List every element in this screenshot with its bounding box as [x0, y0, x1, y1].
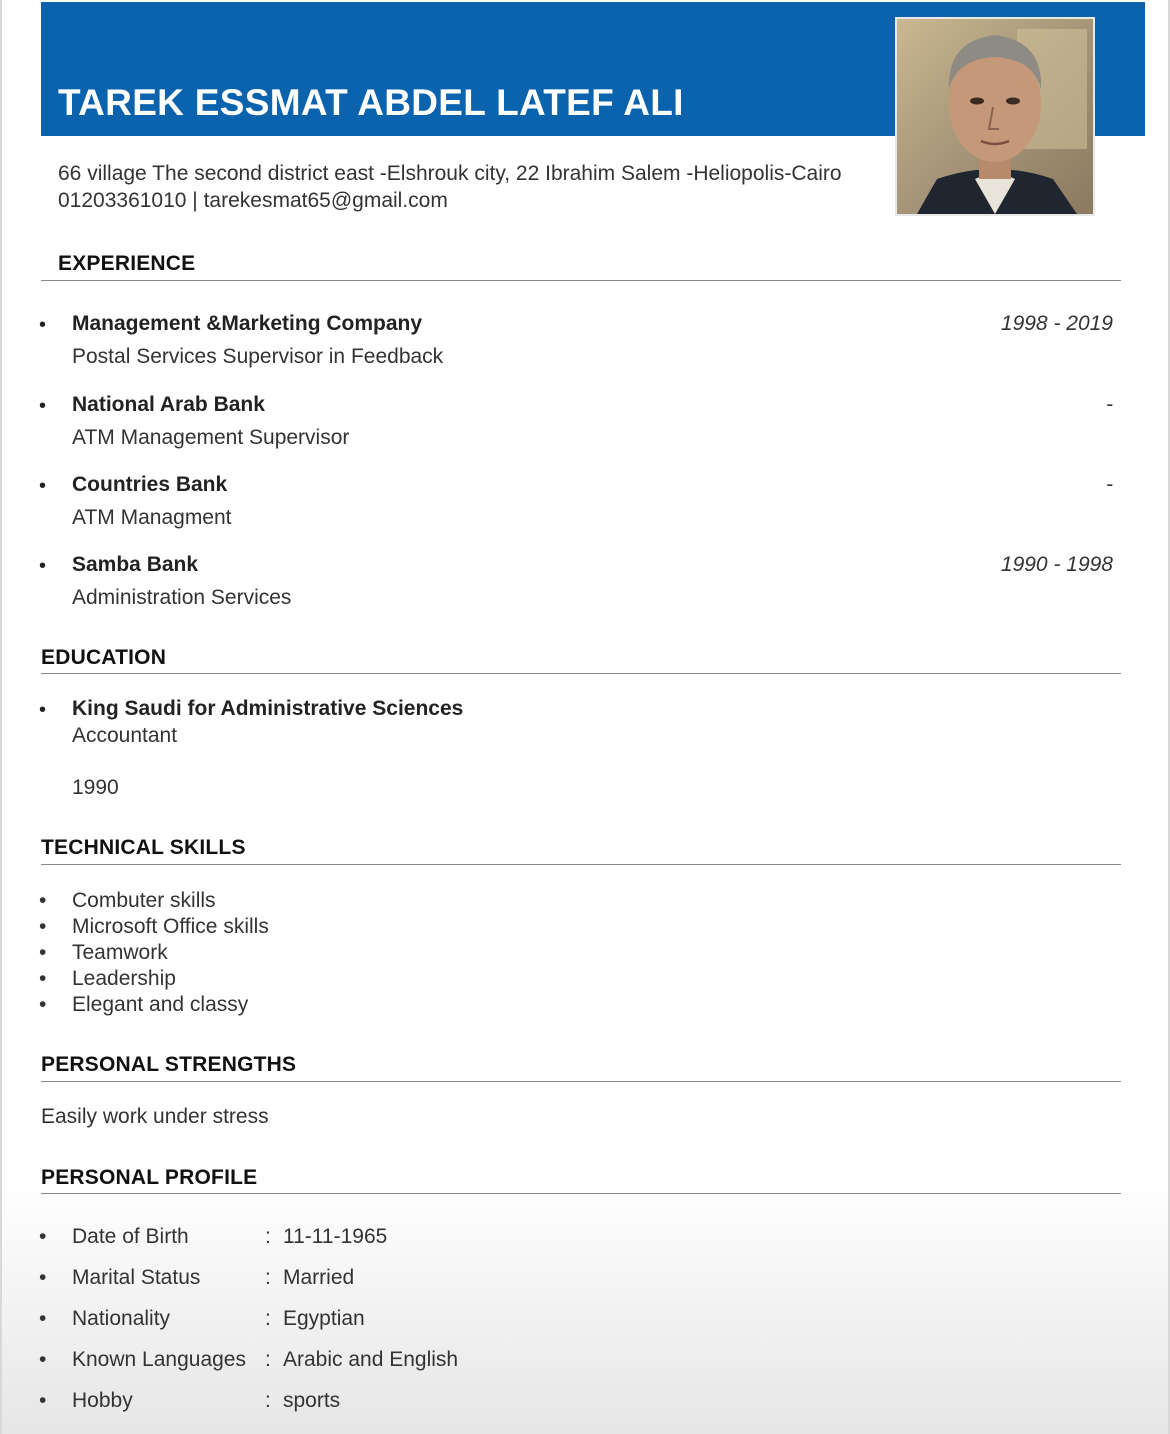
skill-text: Microsoft Office skills	[72, 915, 269, 938]
education-school: King Saudi for Administrative Sciences	[72, 697, 464, 720]
skill-text: Leadership	[72, 967, 176, 990]
profile-label: Marital Status	[72, 1266, 201, 1289]
profile-row-hobby	[39, 1389, 739, 1417]
profile-separator: :	[265, 1348, 271, 1371]
bullet-icon: •	[39, 475, 47, 497]
bullet-icon: •	[39, 555, 47, 577]
profile-photo	[895, 17, 1095, 216]
bullet-icon: •	[39, 941, 47, 964]
profile-label: Hobby	[72, 1389, 133, 1412]
job-dates: -	[1106, 393, 1113, 416]
job-dates: 1998 - 2019	[1000, 312, 1113, 335]
job-dates: 1990 - 1998	[1000, 553, 1113, 576]
address: 66 village The second district east -Elshrouk city, 22 Ibrahim Salem -Heliopolis-Cairo	[58, 162, 842, 185]
personal-profile-divider	[41, 1193, 1121, 1194]
job-company: National Arab Bank	[72, 393, 265, 416]
job-company: Management &Marketing Company	[72, 312, 423, 335]
bullet-icon: •	[39, 967, 47, 990]
bullet-icon: •	[39, 993, 47, 1016]
contact-block	[58, 160, 896, 214]
skill-text: Combuter skills	[72, 889, 216, 912]
job-dates: -	[1106, 473, 1113, 496]
job-company: Countries Bank	[72, 473, 228, 496]
personal-strengths-text: Easily work under stress	[41, 1105, 269, 1128]
education-heading: EDUCATION	[41, 646, 167, 669]
profile-photo-image	[897, 19, 1093, 214]
bullet-icon: •	[39, 889, 47, 912]
job-role: ATM Management Supervisor	[72, 426, 350, 449]
profile-separator: :	[265, 1389, 271, 1412]
bullet-icon: •	[39, 1307, 47, 1330]
job-role: ATM Managment	[72, 506, 232, 529]
job-role: Administration Services	[72, 586, 292, 609]
personal-profile-heading: PERSONAL PROFILE	[41, 1166, 258, 1189]
profile-label: Known Languages	[72, 1348, 246, 1371]
profile-row-marital-status	[39, 1266, 739, 1294]
page-edge-left	[0, 0, 2, 1434]
candidate-name: TAREK ESSMAT ABDEL LATEF ALI	[58, 82, 684, 123]
education-divider	[41, 673, 1121, 674]
education-year: 1990	[72, 776, 119, 799]
job-role: Postal Services Supervisor in Feedback	[72, 345, 444, 368]
education-degree: Accountant	[72, 724, 178, 747]
bullet-icon: •	[39, 1225, 47, 1248]
skill-text: Elegant and classy	[72, 993, 249, 1016]
technical-skills-heading: TECHNICAL SKILLS	[41, 836, 246, 859]
profile-value: Arabic and English	[283, 1348, 459, 1371]
profile-value: Married	[283, 1266, 355, 1289]
bullet-icon: •	[39, 1348, 47, 1371]
profile-value: sports	[283, 1389, 341, 1412]
profile-separator: :	[265, 1225, 271, 1248]
skill-text: Teamwork	[72, 941, 168, 964]
bullet-icon: •	[39, 1266, 47, 1289]
personal-strengths-divider	[41, 1081, 1121, 1082]
profile-row-known-languages	[39, 1348, 739, 1376]
bullet-icon: •	[39, 915, 47, 938]
profile-row-nationality	[39, 1307, 739, 1335]
profile-separator: :	[265, 1266, 271, 1289]
technical-skills-divider	[41, 864, 1121, 865]
experience-heading: EXPERIENCE	[58, 252, 196, 275]
phone-email: 01203361010 | tarekesmat65@gmail.com	[58, 189, 448, 212]
bullet-icon: •	[39, 699, 47, 721]
profile-label: Nationality	[72, 1307, 171, 1330]
bullet-icon: •	[39, 314, 47, 336]
profile-separator: :	[265, 1307, 271, 1330]
experience-divider	[41, 280, 1121, 281]
profile-value: 11-11-1965	[283, 1225, 388, 1248]
bullet-icon: •	[39, 1389, 47, 1412]
profile-label: Date of Birth	[72, 1225, 189, 1248]
profile-value: Egyptian	[283, 1307, 365, 1330]
profile-row-date-of-birth	[39, 1225, 739, 1253]
job-company: Samba Bank	[72, 553, 199, 576]
bullet-icon: •	[39, 395, 47, 417]
personal-strengths-heading: PERSONAL STRENGTHS	[41, 1053, 297, 1076]
